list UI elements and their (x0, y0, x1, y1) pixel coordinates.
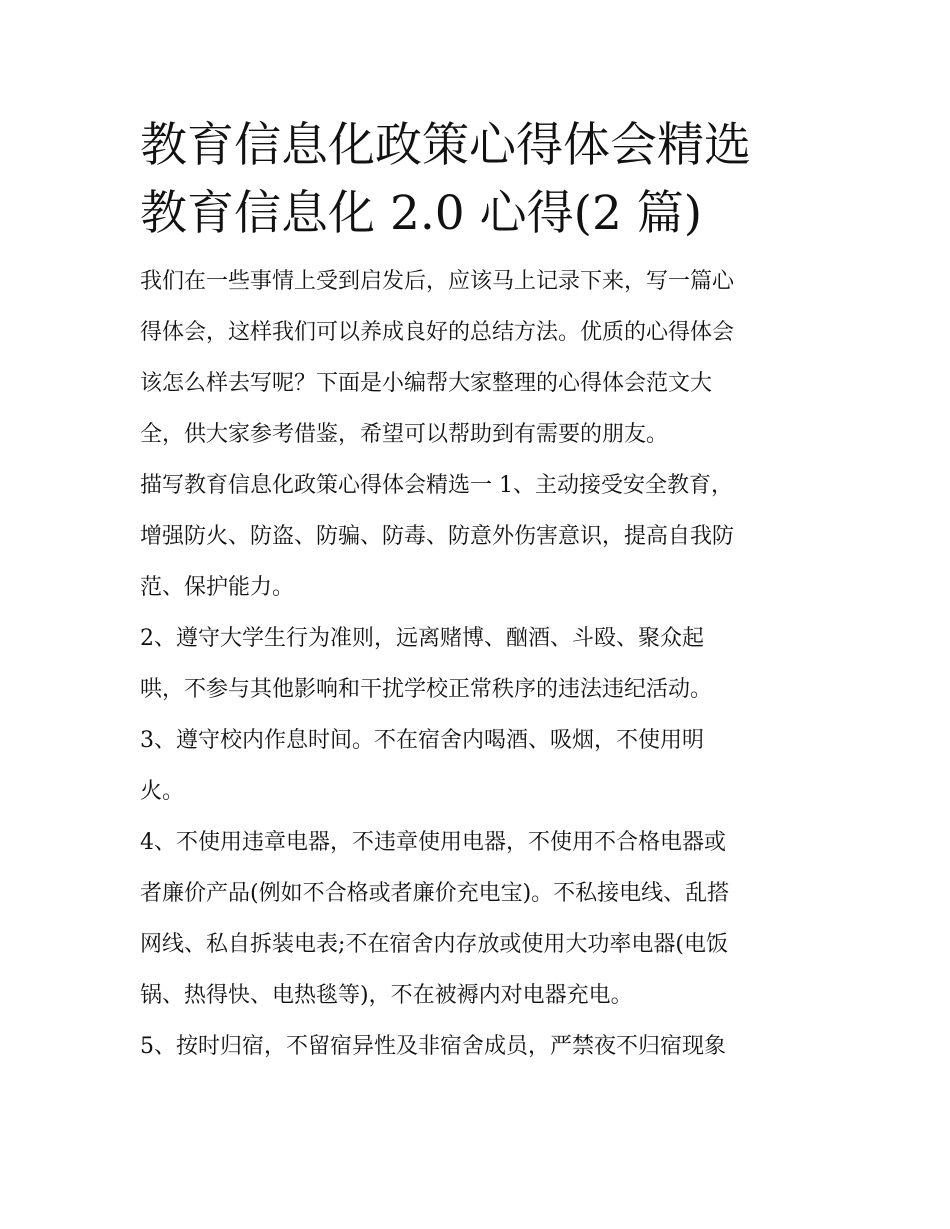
document-page (140, 112, 820, 1072)
text-line: 我们在一些事情上受到启发后，应该马上记录下来，写一篇心 (140, 269, 735, 294)
paragraph-item-5 (140, 1021, 820, 1072)
text-line: 火。 (140, 779, 185, 804)
title-line-1: 教育信息化政策心得体会精选 (140, 118, 751, 173)
paragraph-item-2 (140, 613, 820, 715)
paragraph-item-3 (140, 715, 820, 817)
title-line-2: 教育信息化 2.0 心得(2 篇) (140, 186, 703, 241)
text-line: 4、不使用违章电器，不违章使用电器，不使用不合格电器或 (140, 830, 726, 855)
text-line: 网线、私自拆装电表;不在宿舍内存放或使用大功率电器(电饭 (140, 932, 728, 957)
text-line: 锅、热得快、电热毯等)，不在被褥内对电器充电。 (140, 983, 633, 1008)
text-line: 3、遵守校内作息时间。不在宿舍内喝酒、吸烟，不使用明 (140, 728, 704, 753)
text-line: 范、保护能力。 (140, 575, 295, 600)
text-line: 5、按时归宿，不留宿异性及非宿舍成员，严禁夜不归宿现象 (140, 1034, 726, 1059)
text-line: 2、遵守大学生行为准则，远离赌博、酗酒、斗殴、聚众起 (140, 626, 704, 651)
paragraph-item-4 (140, 817, 820, 1021)
paragraph-intro (140, 256, 820, 460)
text-line: 该怎么样去写呢？下面是小编帮大家整理的心得体会范文大 (140, 371, 713, 396)
text-line: 增强防火、防盗、防骗、防毒、防意外伤害意识，提高自我防 (140, 524, 735, 549)
text-line: 哄，不参与其他影响和干扰学校正常秩序的违法违纪活动。 (140, 677, 713, 702)
document-body (140, 256, 820, 1072)
text-line: 描写教育信息化政策心得体会精选一 1、主动接受安全教育， (140, 473, 733, 498)
document-title (140, 112, 820, 248)
text-line: 者廉价产品(例如不合格或者廉价充电宝)。不私接电线、乱搭 (140, 881, 730, 906)
text-line: 全，供大家参考借鉴，希望可以帮助到有需要的朋友。 (140, 422, 669, 447)
paragraph-item-1 (140, 460, 820, 613)
text-line: 得体会，这样我们可以养成良好的总结方法。优质的心得体会 (140, 320, 735, 345)
